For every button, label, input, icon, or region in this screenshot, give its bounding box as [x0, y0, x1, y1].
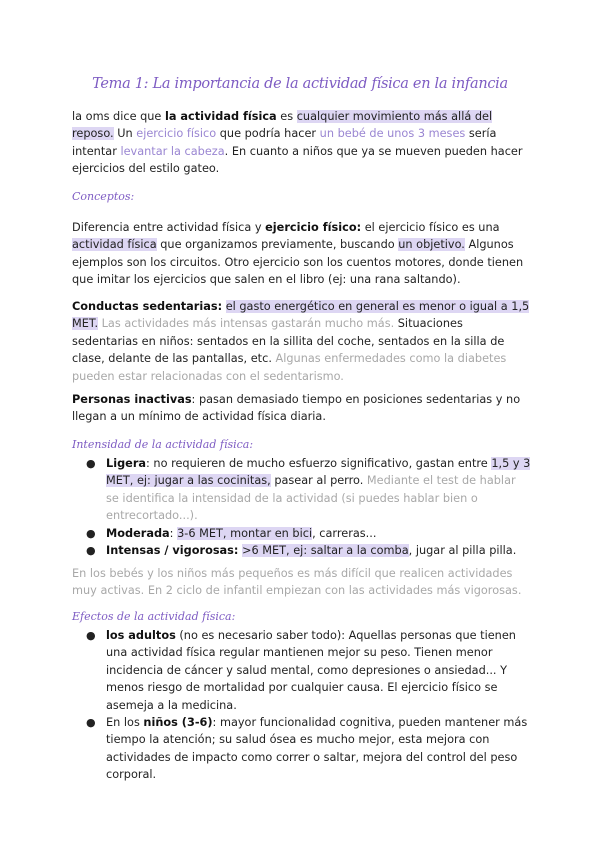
intensidad-list [70, 455, 532, 559]
diferencia-paragraph: Diferencia entre actividad física y ejercicio físico: el ejercicio físico es una actividad física que organizamos previamente, buscando un objetivo. Algunos ejemplos son los circuitos. Otro ejercicio son los cuentos motores, donde tienen que imitar los ejercicios que salen en el libro (ej: una rana saltando). [72, 221, 524, 287]
intensidad-item-moderada: ● Moderada: 3-6 MET, montar en bici, carreras... [70, 525, 532, 542]
efectos-item-ninos: ● En los niños (3-6): mayor funcionalidad cognitiva, pueden mantener más tiempo la atención; su salud ósea es mucho mejor, esta mejora con actividades de impacto como correr o saltar, mejora del control del peso corporal. [86, 716, 528, 782]
page-title: Tema 1: La importancia de la actividad física en la infancia [92, 76, 508, 92]
bullet: ● [86, 457, 96, 470]
bullet: ● [86, 716, 96, 730]
inactivas-paragraph: Personas inactivas: pasan demasiado tiempo en posiciones sedentarias y no llegan a un mínimo de actividad física diaria. [72, 393, 521, 424]
bebes-note: En los bebés y los niños más pequeños es más difícil que realicen actividades muy activas. En 2 ciclo de infantil empiezan con las actividades más vigorosas. [72, 567, 522, 598]
conceptos-heading: Conceptos: [72, 190, 135, 203]
bullet: ● [86, 544, 96, 558]
intensidad-item-intensas: ● Intensas / vigorosas: >6 MET, ej: saltar a la comba, jugar al pilla pilla. [70, 542, 532, 559]
efectos-item-adultos: ● los adultos (no es necesario saber todo): Aquellas personas que tienen una actividad física regular mantienen mejor su peso. Tienen menor incidencia de cáncer y salud mental, como depresiones o ansiedad... Y menos riesgo de mortalidad por cualquier causa. El ejercicio físico se asemeja a la medicina. [86, 629, 516, 712]
bullet: ● [86, 526, 96, 540]
efectos-heading: Efectos de la actividad física: [72, 610, 236, 623]
intensidad-item-ligera: ● Ligera: no requieren de mucho esfuerzo significativo, gastan entre 1,5 y 3 MET, ej: jugar a las cocinitas, pasear al perro. Mediante el test de hablar se identifica la intensidad de la actividad (si puedes hablar bien o entrecortado...). [86, 457, 531, 523]
efectos-list [70, 627, 532, 784]
intro-paragraph: la oms dice que la actividad física es cualquier movimiento más allá del reposo. Un ejercicio físico que podría hacer un bebé de unos 3 meses sería intentar levantar la cabeza. En cuanto a niños que ya se mueven pueden hacer ejercicios del estilo gateo. [72, 110, 523, 176]
bullet: ● [86, 629, 96, 642]
sedentarias-paragraph: Conductas sedentarias: el gasto energético en general es menor o igual a 1,5 MET. Las actividades más intensas gastarán mucho más. Situaciones sedentarias en niños: sentados en la sillita del coche, sentados en la silla de clase, delante de las pantallas, etc. Algunas enfermedades como la diabetes pueden estar relacionadas con el sedentarismo. [72, 300, 530, 383]
intensidad-heading: Intensidad de la actividad física: [72, 438, 254, 451]
